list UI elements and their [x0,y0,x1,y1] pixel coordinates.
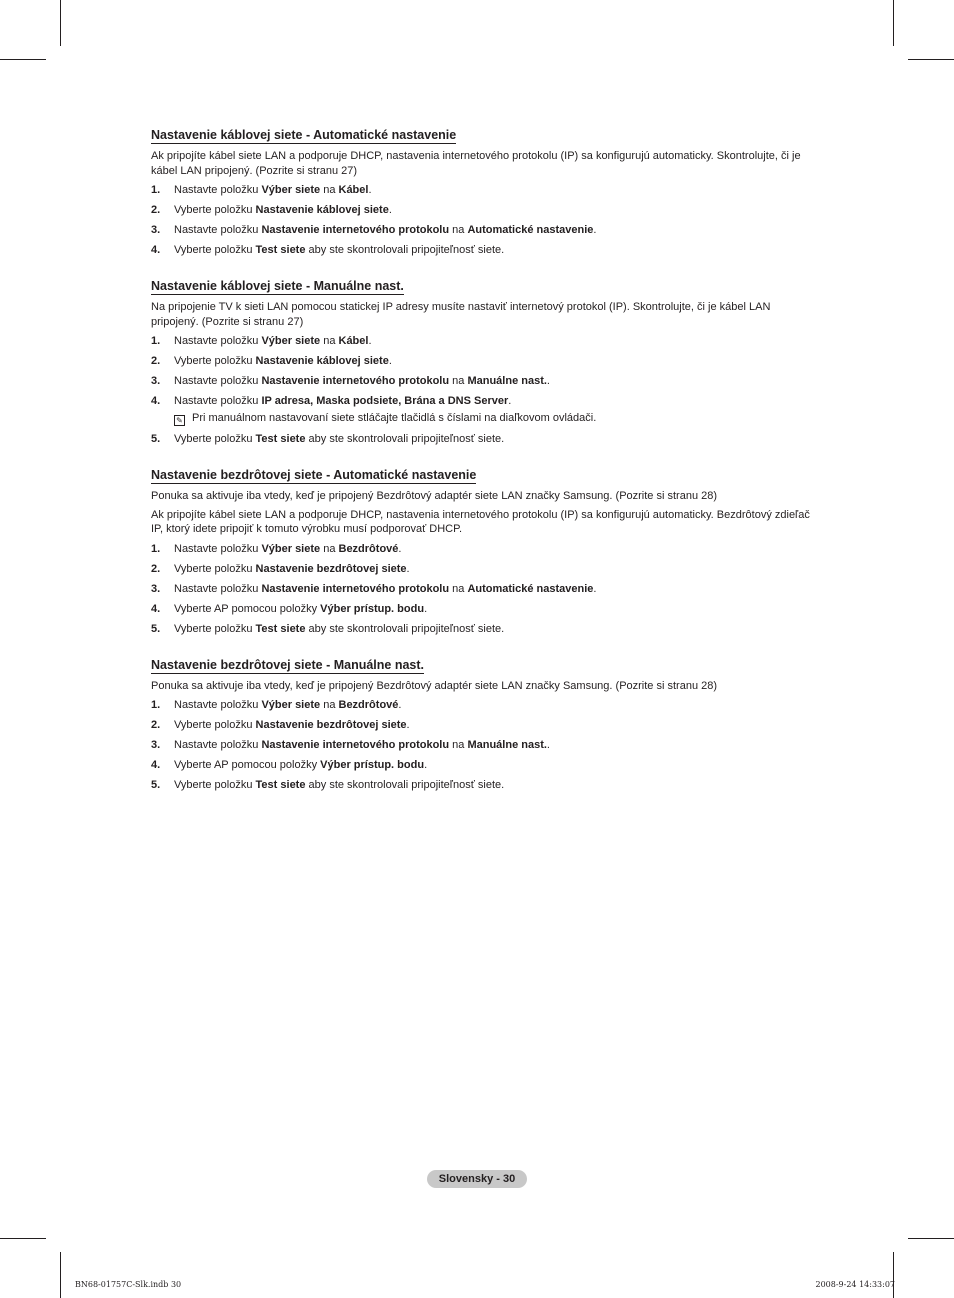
step-number: 1. [151,542,161,555]
step-text: Vyberte položku [174,244,256,256]
step-text: Vyberte AP pomocou položky [174,602,321,615]
step-term: Výber prístup. bodu [320,602,425,615]
note-icon: ✎ [174,415,185,426]
step-number: 5. [151,622,161,635]
step-term: Automatické nastavenie [467,582,594,595]
page-number-badge: Slovensky - 30 [427,1170,527,1188]
step-text: Nastavte položku [174,395,262,407]
section [151,277,819,446]
step-text: na [320,542,339,555]
step-text: Vyberte položku [174,562,256,575]
section-paragraph: Na pripojenie TV k sieti LAN pomocou statickej IP adresy musíte nastaviť internetový protokol (IP). Skontrolujte, či je kábel LAN pripojený. (Pozrite si stranu 27) [151,301,771,328]
step-text: Nastavte položku [174,335,262,347]
step-number: 3. [151,739,161,751]
step-text: . [424,759,428,771]
step-term: Test siete [255,244,306,256]
step-text: Vyberte položku [174,719,256,731]
step-text: Nastavte položku [174,699,262,711]
step-term: Výber siete [261,699,321,711]
step-text: . [388,355,392,367]
step-text: Vyberte položku [174,779,256,791]
step-text: Nastavte položku [174,582,262,595]
step-text: Vyberte položku [174,355,256,367]
manual-content [151,126,819,798]
step-text: Vyberte AP pomocou položky [174,759,321,771]
step-text: Nastavte položku [174,739,262,751]
step-number: 4. [151,395,161,407]
step-text: na [320,184,339,196]
section-paragraph: Ponuka sa aktivuje iba vtedy, keď je pripojený Bezdrôtový adaptér siete LAN značky Samsung. (Pozrite si stranu 28) [151,679,718,692]
step-item [151,738,819,752]
step-term: IP adresa, Maska podsiete, Brána a DNS Server [261,395,509,407]
step-term: Test siete [255,433,306,445]
step-item [151,183,819,197]
step-text: . [546,375,550,387]
step-list [151,334,819,446]
step-number: 2. [151,204,161,216]
step-text: . [593,224,597,236]
crop-mark-top-right-vertical [893,0,894,46]
step-number: 5. [151,779,161,791]
step-number: 1. [151,335,161,347]
step-number: 2. [151,562,161,575]
step-term: Nastavenie káblovej siete [255,204,389,216]
step-term: Výber siete [261,184,321,196]
step-number: 2. [151,719,161,731]
step-term: Nastavenie internetového protokolu [261,739,450,751]
step-number: 4. [151,602,161,615]
step-term: Nastavenie internetového protokolu [261,224,450,236]
step-item [151,542,819,556]
step-item [151,243,819,257]
step-term: Výber prístup. bodu [320,759,425,771]
step-term: Test siete [255,622,306,635]
step-list [151,183,819,257]
step-text: Nastavte položku [174,184,262,196]
step-item [151,223,819,237]
step-term: Výber siete [261,542,321,555]
crop-mark-bottom-right-vertical [893,1252,894,1298]
crop-mark-bottom-right-horizontal [908,1238,954,1239]
step-text: . [546,739,550,751]
section [151,466,819,636]
crop-mark-top-right-horizontal [908,59,954,60]
step-text: aby ste skontrolovali pripojiteľnosť siete. [305,433,505,445]
step-text: . [388,204,392,216]
step-item [151,622,819,636]
step-text: Nastavte položku [174,224,262,236]
step-text: na [449,582,468,595]
step-text: . [406,719,410,731]
step-term: Nastavenie bezdrôtovej siete [255,719,407,731]
step-text: . [368,335,372,347]
step-text: . [398,699,402,711]
step-term: Bezdrôtové [338,542,399,555]
step-list [151,542,819,636]
step-term: Kábel [338,335,369,347]
step-text: Vyberte položku [174,622,256,635]
note-text: Pri manuálnom nastavovaní siete stláčajte tlačidlá s číslami na diaľkovom ovládači. [192,412,597,424]
step-item [151,758,819,772]
section [151,656,819,793]
step-term: Automatické nastavenie [467,224,594,236]
step-text: aby ste skontrolovali pripojiteľnosť siete. [305,244,505,256]
step-number: 3. [151,375,161,387]
crop-mark-bottom-left-horizontal [0,1238,46,1239]
step-text: na [320,335,339,347]
step-text: na [449,375,468,387]
step-term: Kábel [338,184,369,196]
step-term: Nastavenie internetového protokolu [261,582,450,595]
crop-mark-top-left-vertical [60,0,61,46]
step-item [151,203,819,217]
step-text: na [320,699,339,711]
step-text: Vyberte položku [174,204,256,216]
step-text: . [424,602,428,615]
step-text: aby ste skontrolovali pripojiteľnosť siete. [305,779,505,791]
step-note [174,411,819,426]
crop-mark-bottom-left-vertical [60,1252,61,1298]
section-heading: Nastavenie káblovej siete - Automatické nastavenie [151,128,457,142]
step-text: . [398,542,402,555]
step-term: Nastavenie káblovej siete [255,355,389,367]
section [151,126,819,257]
section-heading: Nastavenie káblovej siete - Manuálne nast. [151,279,404,293]
section-spacer [151,263,819,277]
step-item [151,778,819,792]
step-text: Nastavte položku [174,375,262,387]
step-number: 5. [151,433,161,445]
section-heading: Nastavenie bezdrôtovej siete - Manuálne nast. [151,657,424,672]
step-text: na [449,224,468,236]
step-number: 2. [151,355,161,367]
step-item [151,718,819,732]
step-term: Výber siete [261,335,321,347]
section-heading: Nastavenie bezdrôtovej siete - Automatické nastavenie [151,468,477,482]
step-item [151,582,819,596]
section-paragraph: Ak pripojíte kábel siete LAN a podporuje DHCP, nastavenia internetového protokolu (IP) sa konfigurujú automaticky. Skontrolujte, či je kábel LAN pripojený. (Pozrite si stranu 27) [151,150,801,177]
section-spacer [151,452,819,466]
step-term: Bezdrôtové [338,699,399,711]
step-term: Test siete [255,779,306,791]
step-text: . [593,582,597,595]
step-term: Manuálne nast. [467,375,547,387]
step-item [151,334,819,348]
section-paragraph: Ponuka sa aktivuje iba vtedy, keď je pripojený Bezdrôtový adaptér siete LAN značky Samsung. (Pozrite si stranu 28) [151,490,718,502]
step-item [151,394,819,426]
step-number: 1. [151,699,161,711]
step-item [151,602,819,616]
step-item [151,374,819,388]
step-text: aby ste skontrolovali pripojiteľnosť siete. [305,622,505,635]
print-date-time: 2008-9-24 14:33:07 [815,1280,895,1289]
step-item [151,698,819,712]
step-number: 3. [151,582,161,595]
step-text: . [406,562,410,575]
step-number: 4. [151,759,161,771]
step-text: Vyberte položku [174,433,256,445]
section-spacer [151,642,819,656]
step-text: na [449,739,468,751]
step-term: Nastavenie internetového protokolu [261,375,450,387]
step-text: Nastavte položku [174,542,262,555]
print-file-name: BN68-01757C-Slk.indb 30 [75,1280,182,1289]
step-text: . [508,395,512,407]
crop-mark-top-left-horizontal [0,59,46,60]
step-text: . [368,184,372,196]
section-paragraph: Ak pripojíte kábel siete LAN a podporuje DHCP, nastavenia internetového protokolu (IP) sa konfigurujú automaticky. Bezdrôtový zdieľač IP, ktorý idete pripojiť k tomuto výrobku musí podporovať DHCP. [151,508,810,535]
step-item [151,354,819,368]
step-item [151,562,819,576]
step-item [151,432,819,446]
step-number: 4. [151,244,161,256]
step-term: Nastavenie bezdrôtovej siete [255,562,407,575]
step-number: 1. [151,184,161,196]
step-list [151,698,819,792]
step-number: 3. [151,224,161,236]
step-term: Manuálne nast. [467,739,547,751]
